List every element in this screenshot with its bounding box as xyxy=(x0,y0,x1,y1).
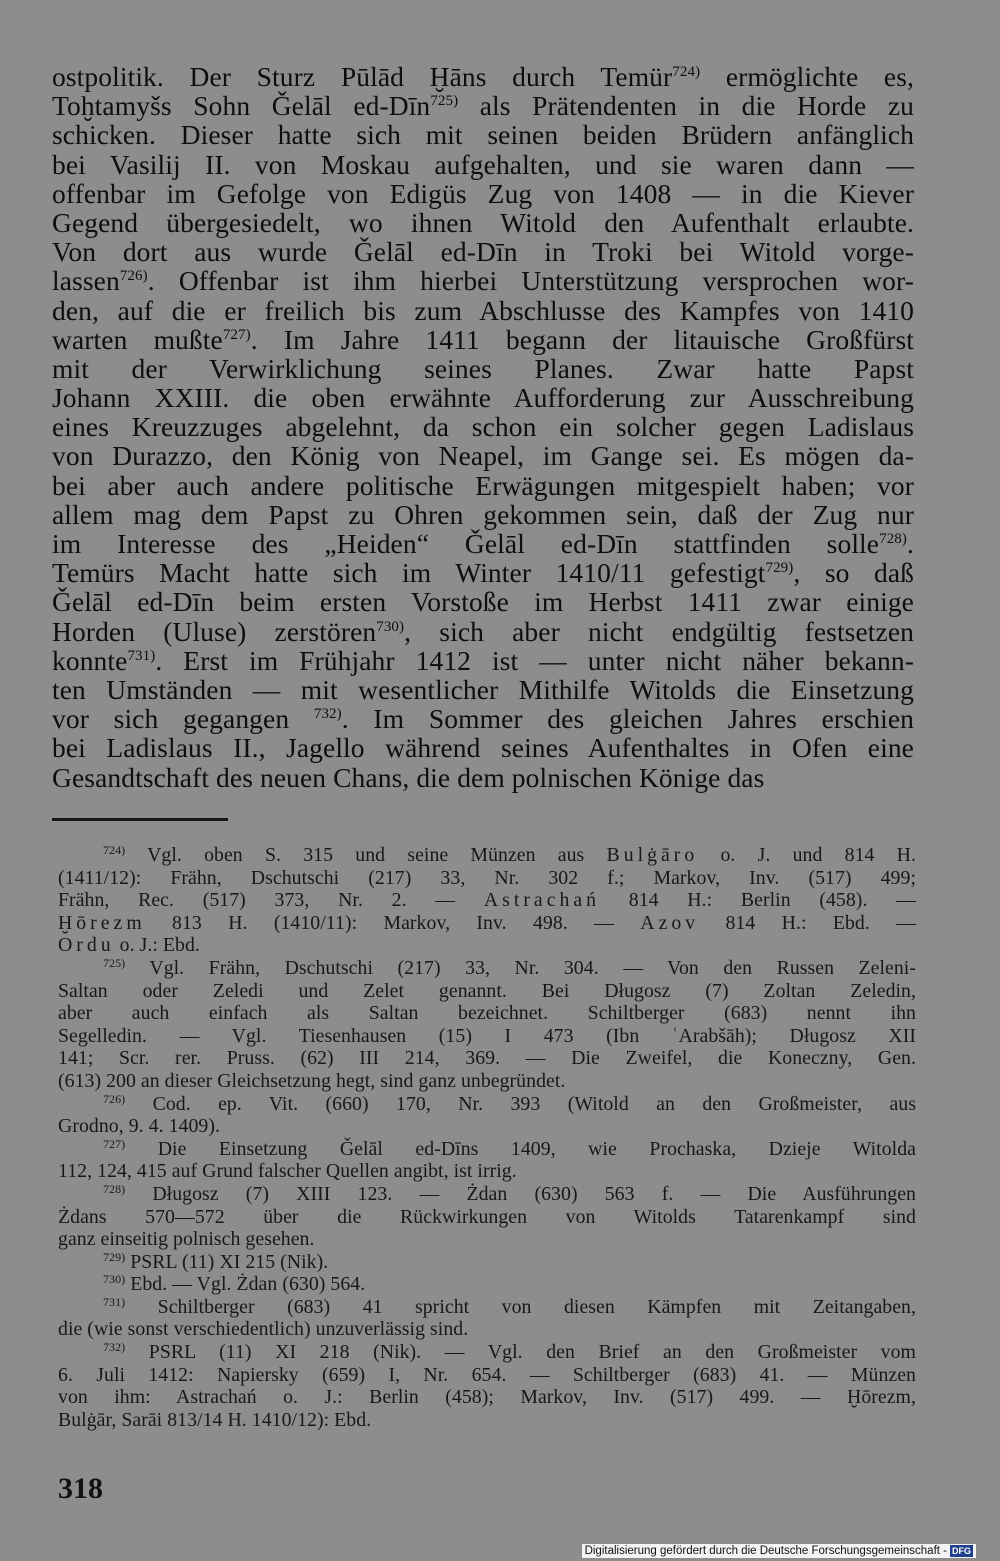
footer-text: Digitalisierung gefördert durch die Deutsche Forschungsgemeinschaft - xyxy=(584,1545,947,1557)
footnote-line: Bulġār, Sarāi 813/14 H. 1410/12): Ebd. xyxy=(58,1408,372,1431)
footnote-line: $^{731)}$ Schiltberger (683) 41 spricht von diesen Kämpfen mit Zeitangaben, xyxy=(103,1294,916,1318)
main-text xyxy=(52,62,914,792)
footnote-line: die (wie sonst verschiedentlich) unzuverlässig sind. xyxy=(58,1318,469,1341)
text-line: Johann XXIII. die oben erwähnte Aufforderung zur Ausschreibung xyxy=(52,382,914,414)
text-line: Gegend übergesiedelt, wo ihnen Witold den Aufenthalt erlaubte. xyxy=(52,206,914,238)
footnote-line: 6. Juli 1412: Napiersky (659) I, Nr. 654. — Schiltberger (683) 41. — Münzen xyxy=(58,1363,916,1386)
footnote-line: 112, 124, 415 auf Grund falscher Quellen angibt, ist irrig. xyxy=(58,1160,517,1183)
page-number: 318 xyxy=(58,1472,103,1505)
text-line: ten Umständen — mit wesentlicher Mithilfe Witolds die Einsetzung xyxy=(52,673,914,705)
footnote-line: von ihm: Astrachań o. J.: Berlin (458); Markov, Inv. (517) 499. — Ḫōrezm, xyxy=(58,1386,916,1409)
text-line: warten mußte$^{727)}$. Im Jahre 1411 begann der litauische Großfürst xyxy=(52,323,914,355)
footnote-line: (1411/12): Frähn, Dschutschi (217) 33, Nr. 302 f.; Markov, Inv. (517) 499; xyxy=(58,866,916,889)
text-line: offenbar im Gefolge von Edigüs Zug von 1408 — in die Kiever xyxy=(52,177,914,209)
footnote-line: Saltan oder Zeledi und Zelet genannt. Bei Długosz (7) Zoltan Zeledin, xyxy=(58,979,916,1002)
footnote-line: $^{727)}$ Die Einsetzung Ǧelāl ed-Dīns 1409, wie Prochaska, Dzieje Witolda xyxy=(103,1136,916,1160)
text-line: Ǧelāl ed-Dīn beim ersten Vorstoße im Herbst 1411 zwar einige xyxy=(52,586,914,618)
footnotes xyxy=(58,844,916,1431)
text-line: den, auf die er freilich bis zum Abschlusse des Kampfes von 1410 xyxy=(52,294,914,326)
footnote-line: 141; Scr. rer. Pruss. (62) III 214, 369. — Die Zweifel, die Koneczny, Gen. xyxy=(58,1047,916,1070)
footnote-line: Frähn, Rec. (517) 373, Nr. 2. — Astrachań 814 H.: Berlin (458). — xyxy=(58,889,916,912)
text-line: mit der Verwirklichung seines Planes. Zwar hatte Papst xyxy=(52,352,914,384)
text-line: von Durazzo, den König von Neapel, im Gange sei. Es mögen da- xyxy=(52,440,914,472)
text-line: im Interesse des „Heiden“ Ǧelāl ed-Dīn stattfinden solle$^{728)}$. xyxy=(52,528,914,559)
text-line: vor sich gegangen $^{732)}$. Im Sommer des gleichen Jahres erschien xyxy=(52,703,914,735)
text-line: schicken. Dieser hatte sich mit seinen beiden Brüdern anfänglich xyxy=(52,119,914,151)
footnote-line: Ḫōrezm 813 H. (1410/11): Markov, Inv. 498. — Azov 814 H.: Ebd. — xyxy=(58,911,916,934)
footnote-line: aber auch einfach als Saltan bezeichnet. Schiltberger (683) nennt ihn xyxy=(58,1002,916,1025)
text-line: bei Ladislaus II., Jagello während seines Aufenthaltes in Ofen eine xyxy=(52,732,914,764)
text-line: Toḫtamyšs Sohn Ǧelāl ed-Dīn$^{725)}$ als Prätendenten in die Horde zu xyxy=(52,90,914,122)
footnote-line: $^{729)}$ PSRL (11) XI 215 (Nik). xyxy=(103,1249,329,1273)
text-line: eines Kreuzzuges abgelehnt, da schon ein solcher gegen Ladislaus xyxy=(52,411,914,443)
dfg-logo: DFG xyxy=(952,1546,971,1556)
footnote-line: $^{730)}$ Ebd. — Vgl. Żdan (630) 564. xyxy=(103,1272,366,1296)
footnote-line: Żdans 570—572 über die Rückwirkungen von Witolds Tatarenkampf sind xyxy=(58,1205,916,1228)
footnote-line: ganz einseitig polnisch gesehen. xyxy=(58,1228,315,1251)
digitization-footer xyxy=(582,1544,976,1558)
footnote-line: $^{724)}$ Vgl. oben S. 315 und seine Münzen aus Bulġāro o. J. und 814 H. xyxy=(103,843,916,866)
footnote-line: $^{728)}$ Długosz (7) XIII 123. — Żdan (630) 563 f. — Die Ausführungen xyxy=(103,1181,916,1205)
text-line: konnte$^{731)}$. Erst im Frühjahr 1412 ist — unter nicht näher bekann- xyxy=(52,644,914,676)
text-line: allem mag dem Papst zu Ohren gekommen sein, daß der Zug nur xyxy=(52,498,914,530)
footnote-line: $^{725)}$ Vgl. Frähn, Dschutschi (217) 33, Nr. 304. — Von den Russen Zeleni- xyxy=(103,955,916,979)
text-line: Horden (Uluse) zerstören$^{730)}$, sich aber nicht endgültig festsetzen xyxy=(52,615,914,647)
footnote-line: $^{726)}$ Cod. ep. Vit. (660) 170, Nr. 393 (Witold an den Großmeister, aus xyxy=(103,1091,916,1115)
text-line: Von dort aus wurde Ǧelāl ed-Dīn in Troki bei Witold vorge- xyxy=(52,236,914,268)
text-line: bei aber auch andere politische Erwägungen mitgespielt haben; vor xyxy=(52,469,914,501)
text-line: Gesandtschaft des neuen Chans, die dem polnischen Könige das xyxy=(52,761,765,793)
footnote-line: Ordu o. J.: Ebd. xyxy=(58,934,200,957)
text-line: bei Vasilij II. von Moskau aufgehalten, und sie waren dann — xyxy=(52,148,914,180)
text-line: ostpolitik. Der Sturz Pūlād Ḫāns durch Temür$^{724)}$ ermöglichte es, xyxy=(52,61,914,92)
footnote-rule xyxy=(52,818,228,821)
text-line: Temürs Macht hatte sich im Winter 1410/11 gefestigt$^{729)}$, so daß xyxy=(52,557,914,589)
footnote-line: (613) 200 an dieser Gleichsetzung hegt, sind ganz unbegründet. xyxy=(58,1069,566,1092)
text-line: lassen$^{726)}$. Offenbar ist ihm hierbei Unterstützung versprochen wor- xyxy=(52,265,914,297)
footnote-line: Segelledin. — Vgl. Tiesenhausen (15) I 473 (Ibn ʿArabšāh); Długosz XII xyxy=(58,1024,916,1047)
footnote-line: Grodno, 9. 4. 1409). xyxy=(58,1115,220,1138)
footnote-line: $^{732)}$ PSRL (11) XI 218 (Nik). — Vgl. den Brief an den Großmeister vom xyxy=(103,1340,916,1364)
